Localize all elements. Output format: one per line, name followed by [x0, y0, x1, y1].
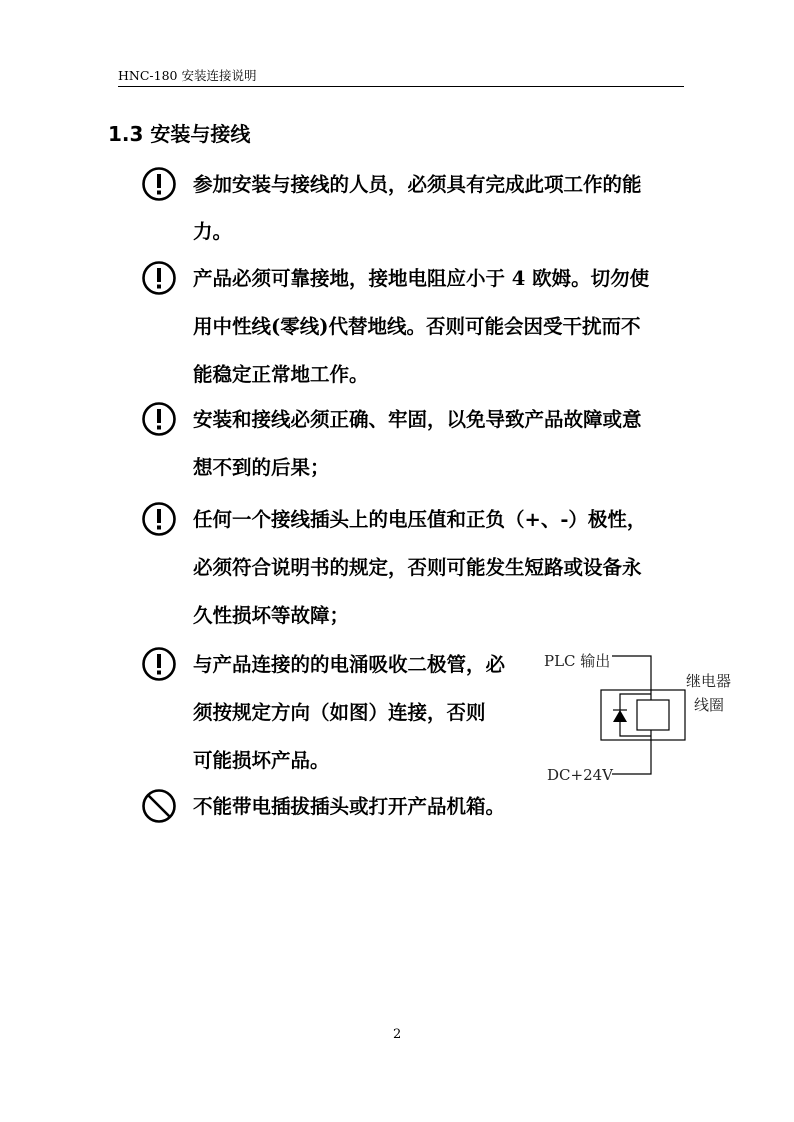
relay-label-2: 线圈 — [694, 696, 725, 714]
item-4-line-1: 任何一个接线插头上的电压值和正负（+、-）极性， — [193, 508, 647, 531]
item-3-line-2: 想不到的后果； — [193, 456, 330, 479]
item-5-line-1: 与产品连接的的电涌吸收二极管，必 — [193, 653, 506, 676]
section-title: 1.3 安装与接线 — [108, 122, 251, 146]
exclamation-circle-icon — [141, 260, 177, 296]
item-4-line-3: 久性损坏等故障； — [193, 604, 350, 627]
header-rule — [118, 86, 684, 87]
relay-label-1: 继电器 — [686, 672, 732, 690]
item-3-line-1: 安装和接线必须正确、牢固，以免导致产品故障或意 — [193, 408, 642, 431]
page-number: 2 — [393, 1027, 402, 1042]
exclamation-circle-icon — [141, 501, 177, 537]
item-5-line-3: 可能损坏产品。 — [193, 749, 330, 772]
exclamation-circle-icon — [141, 166, 177, 202]
item-2-line-3: 能稳定正常地工作。 — [193, 363, 369, 386]
exclamation-circle-icon — [141, 646, 177, 682]
plc-output-label: PLC 输出 — [544, 652, 611, 670]
item-2-line-2: 用中性线(零线)代替地线。否则可能会因受干扰而不 — [193, 315, 641, 338]
item-2-line-1: 产品必须可靠接地，接地电阻应小于 4 欧姆。切勿使 — [193, 267, 650, 290]
item-1-line-1: 参加安装与接线的人员，必须具有完成此项工作的能 — [193, 173, 642, 196]
exclamation-circle-icon — [141, 401, 177, 437]
diode-relay-diagram — [540, 650, 740, 790]
dc-24v-label: DC+24V — [547, 766, 613, 784]
item-6-line-1: 不能带电插拔插头或打开产品机箱。 — [193, 795, 506, 818]
item-4-line-2: 必须符合说明书的规定，否则可能发生短路或设备永 — [193, 556, 642, 579]
item-5-line-2: 须按规定方向（如图）连接，否则 — [193, 701, 486, 724]
running-header: HNC-180 安装连接说明 — [118, 68, 257, 83]
item-1-line-2: 力。 — [193, 220, 233, 243]
prohibited-icon — [141, 788, 177, 824]
